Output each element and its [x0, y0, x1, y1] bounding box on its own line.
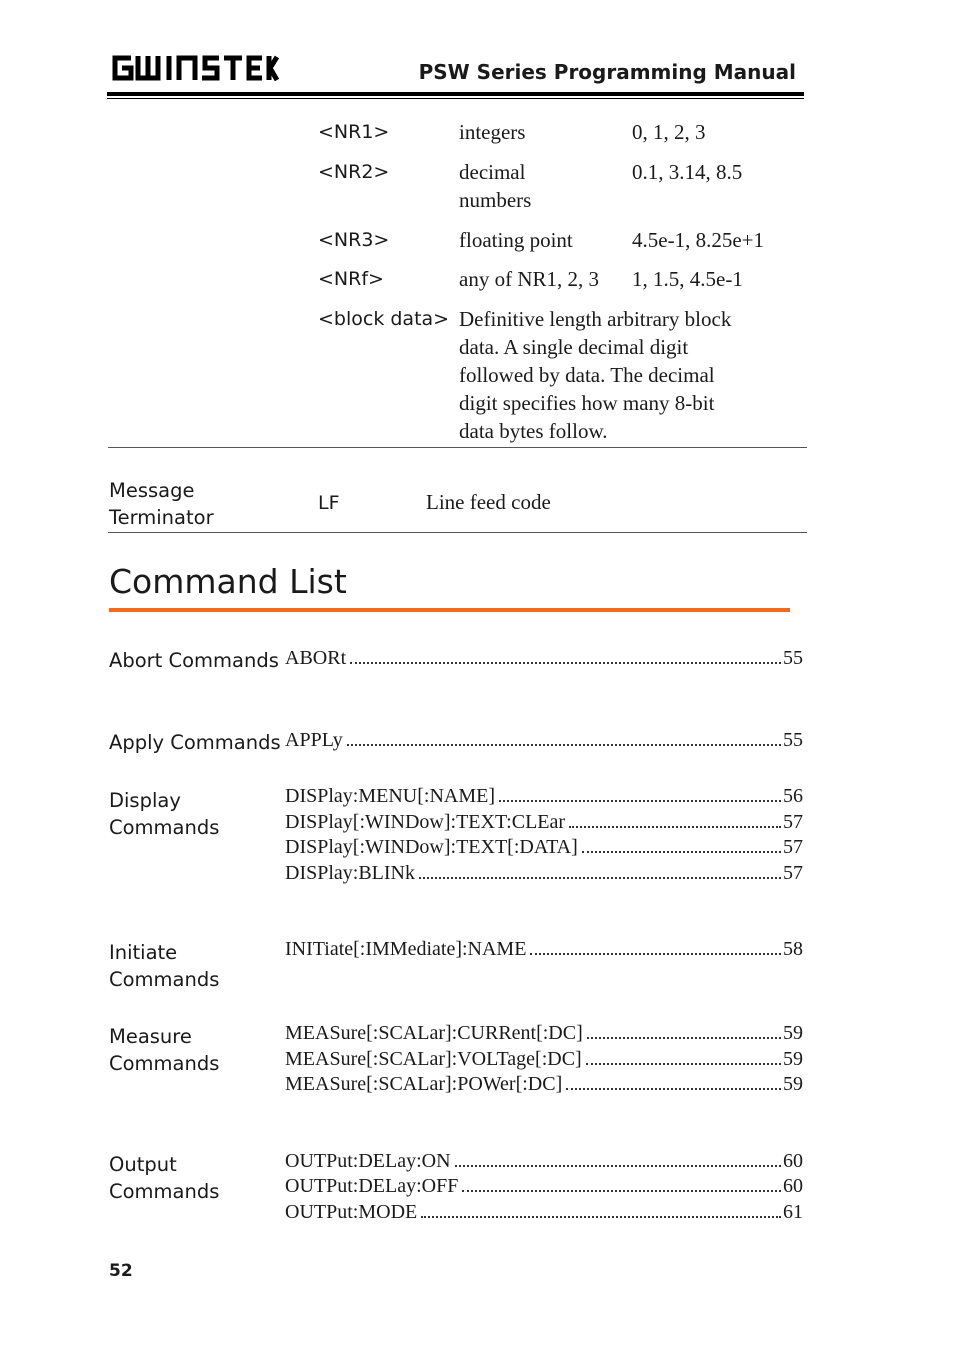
section-title-rule — [109, 608, 790, 612]
desc-line: data. A single decimal digit — [459, 335, 689, 359]
page-ref: 55 — [783, 647, 803, 669]
toc-entry[interactable] — [285, 1020, 803, 1046]
param-name-nr3: <NR3> — [318, 229, 390, 251]
command-name: DISPlay[:WINDow]:TEXT[:DATA] — [285, 836, 578, 858]
dot-leader — [350, 662, 781, 664]
category-measure — [109, 1023, 219, 1077]
page-ref: 59 — [783, 1022, 803, 1044]
command-name: OUTPut:DELay:ON — [285, 1150, 451, 1172]
toc-entry[interactable] — [285, 1199, 803, 1225]
dot-leader — [586, 1063, 781, 1065]
desc-line: digit specifies how many 8-bit — [459, 391, 715, 415]
toc-entry[interactable] — [285, 1046, 803, 1072]
section-title: Command List — [109, 562, 347, 601]
toc-entry[interactable] — [285, 834, 803, 860]
terminator-label-line: Terminator — [109, 506, 214, 529]
command-name: OUTPut:DELay:OFF — [285, 1175, 459, 1197]
toc-entry[interactable] — [285, 645, 803, 671]
brand-name — [279, 53, 280, 54]
page-ref: 57 — [783, 862, 803, 884]
command-name: MEASure[:SCALar]:POWer[:DC] — [285, 1073, 563, 1095]
page-ref: 60 — [783, 1175, 803, 1197]
param-name-nr1: <NR1> — [318, 121, 390, 143]
param-example-nr2: 0.1, 3.14, 8.5 — [632, 160, 743, 184]
command-name: ABORt — [285, 647, 347, 669]
command-name: DISPlay:MENU[:NAME] — [285, 785, 495, 807]
terminator-label — [109, 477, 214, 531]
brand-logo — [109, 53, 279, 83]
param-type-nr3: floating point — [459, 228, 573, 252]
category-label: Commands — [109, 816, 220, 839]
category-label: Measure — [109, 1025, 192, 1048]
page-ref: 57 — [783, 811, 803, 833]
category-label: Commands — [109, 1052, 220, 1075]
header-rule-thin — [107, 98, 804, 99]
dot-leader — [499, 800, 781, 802]
command-name: DISPlay:BLINk — [285, 862, 415, 884]
category-label: Commands — [109, 1180, 220, 1203]
table-divider — [108, 532, 807, 533]
page-ref: 59 — [783, 1048, 803, 1070]
toc-entry[interactable] — [285, 1148, 803, 1174]
page-number: 52 — [109, 1261, 133, 1281]
dot-leader — [582, 851, 781, 853]
param-name-block-data: <block data> — [318, 308, 450, 330]
param-type-nr1: integers — [459, 120, 526, 144]
header-rule — [107, 92, 804, 96]
param-type-nr2-line1: decimal — [459, 160, 526, 184]
toc-entry[interactable] — [285, 783, 803, 809]
dot-leader — [455, 1165, 781, 1167]
param-example-nrf: 1, 1.5, 4.5e-1 — [632, 267, 743, 291]
gw-instek-logo-icon — [109, 53, 279, 83]
page-ref: 59 — [783, 1073, 803, 1095]
toc-entry[interactable] — [285, 1071, 803, 1097]
manual-title: PSW Series Programming Manual — [418, 60, 796, 84]
category-display — [109, 787, 219, 841]
dot-leader — [569, 826, 781, 828]
toc-entry[interactable] — [285, 727, 803, 753]
category-label: Abort Commands — [109, 649, 279, 672]
toc-entry[interactable] — [285, 936, 803, 962]
category-abort — [109, 647, 279, 674]
command-name: APPLy — [285, 729, 343, 751]
category-label: Commands — [109, 968, 220, 991]
desc-line: data bytes follow. — [459, 419, 608, 443]
dot-leader — [421, 1216, 781, 1218]
param-name-nrf: <NRf> — [318, 268, 384, 290]
page-ref: 60 — [783, 1150, 803, 1172]
command-name: MEASure[:SCALar]:VOLTage[:DC] — [285, 1048, 582, 1070]
dot-leader — [587, 1037, 781, 1039]
category-label: Initiate — [109, 941, 178, 964]
category-initiate — [109, 939, 219, 993]
dot-leader — [462, 1190, 781, 1192]
dot-leader — [530, 953, 781, 955]
category-output — [109, 1151, 219, 1205]
param-example-nr3: 4.5e-1, 8.25e+1 — [632, 228, 764, 252]
terminator-label-line: Message — [109, 479, 195, 502]
category-label: Display — [109, 789, 181, 812]
dot-leader — [566, 1088, 781, 1090]
param-name-nr2: <NR2> — [318, 161, 390, 183]
toc-entry[interactable] — [285, 809, 803, 835]
page-ref: 61 — [783, 1201, 803, 1223]
terminator-code: LF — [318, 492, 340, 514]
category-label: Apply Commands — [109, 731, 281, 754]
terminator-desc: Line feed code — [426, 490, 551, 514]
param-type-nrf: any of NR1, 2, 3 — [459, 267, 599, 291]
toc-entry[interactable] — [285, 860, 803, 886]
param-example-nr1: 0, 1, 2, 3 — [632, 120, 706, 144]
page-ref: 55 — [783, 729, 803, 751]
desc-line: Definitive length arbitrary block — [459, 307, 732, 331]
category-label: Output — [109, 1153, 177, 1176]
dot-leader — [419, 877, 781, 879]
toc-entry[interactable] — [285, 1173, 803, 1199]
command-name: INITiate[:IMMediate]:NAME — [285, 938, 527, 960]
param-desc-block-data — [459, 305, 731, 445]
desc-line: followed by data. The decimal — [459, 363, 715, 387]
command-name: MEASure[:SCALar]:CURRent[:DC] — [285, 1022, 583, 1044]
page-ref: 56 — [783, 785, 803, 807]
dot-leader — [347, 744, 781, 746]
page-ref: 58 — [783, 938, 803, 960]
category-apply — [109, 729, 281, 756]
param-type-nr2-line2: numbers — [459, 188, 532, 212]
command-name: OUTPut:MODE — [285, 1201, 418, 1223]
command-name: DISPlay[:WINDow]:TEXT:CLEar — [285, 811, 566, 833]
page-ref: 57 — [783, 836, 803, 858]
table-divider — [108, 447, 807, 448]
